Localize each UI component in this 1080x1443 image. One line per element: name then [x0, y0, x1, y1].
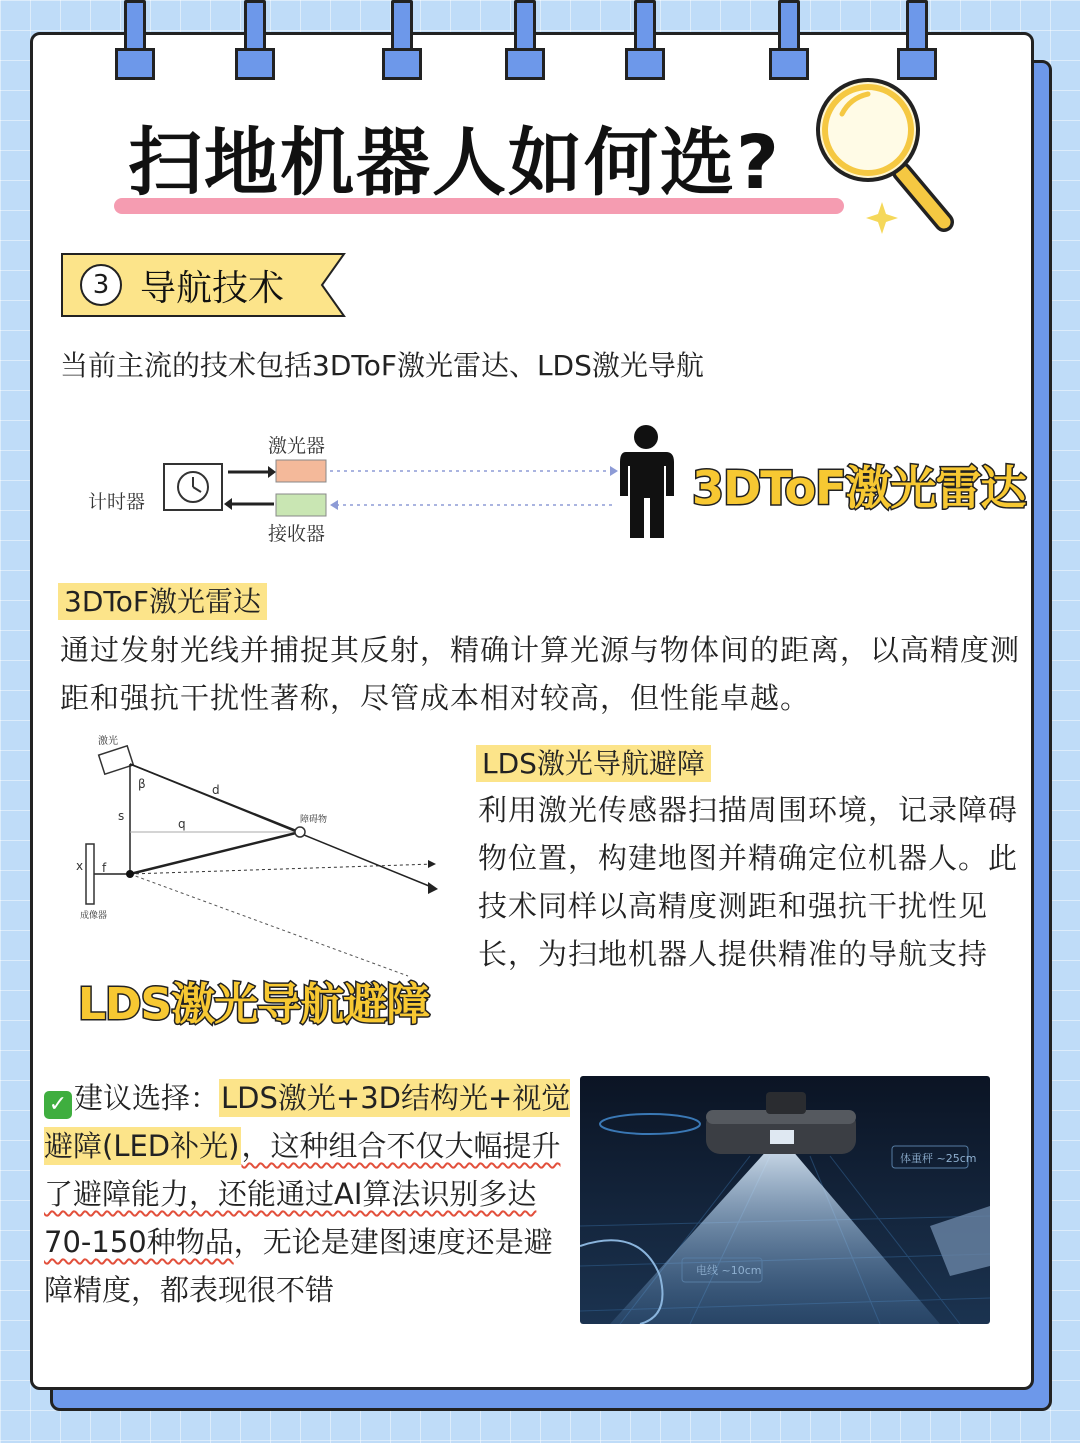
- check-icon: ✓: [44, 1091, 72, 1119]
- receiver: [276, 494, 326, 516]
- suggestion-underlined: ，这种组合不仅大幅提升了避障能力，还能通过AI算法识别多达70-150种物品: [44, 1129, 561, 1259]
- binder-ring: [628, 0, 658, 78]
- laser-label: 激光: [98, 736, 118, 747]
- tof-big-label: 3DToF激光雷达: [692, 461, 1026, 515]
- tof-description: 通过发射光线并捕捉其反射，精确计算光源与物体间的距离，以高精度测距和强抗干扰性著称，尽管成本相对较高，但性能卓越。: [60, 633, 1021, 715]
- suggestion-text: [44, 1074, 574, 1314]
- imager: [86, 844, 94, 904]
- tof-diagram: [80, 420, 640, 550]
- intro-text: 当前主流的技术包括3DToF激光雷达、LDS激光导航: [60, 349, 704, 382]
- svg-text:f: f: [102, 861, 107, 875]
- laser-box: [99, 746, 134, 774]
- binder-ring: [508, 0, 538, 78]
- svg-text:d: d: [212, 783, 220, 797]
- binder-ring: [900, 0, 930, 78]
- obstacle-label: 障碍物: [300, 815, 328, 825]
- tof-heading: 3DToF激光雷达: [58, 580, 267, 620]
- person-icon: [612, 422, 682, 542]
- wire-tag: 电线 ~10cm: [696, 1264, 762, 1277]
- lds-description: 利用激光传感器扫描周围环境，记录障碍物位置，构建地图并精确定位机器人。此技术同样以高精度测距和强抗干扰性见长，为扫地机器人提供精准的导航支持: [478, 793, 1019, 971]
- lds-heading: LDS激光导航避障: [476, 742, 711, 782]
- timer-label: 计时器: [88, 491, 146, 513]
- magnifier-icon: [812, 72, 962, 242]
- laser-emitter: [276, 460, 326, 482]
- svg-text:q: q: [178, 817, 186, 831]
- obstacle: [295, 827, 305, 837]
- binder-ring: [238, 0, 268, 78]
- weight-scale-tag: 体重秤 ~25cm: [900, 1152, 977, 1165]
- binder-ring: [385, 0, 415, 78]
- svg-text:β: β: [138, 777, 146, 791]
- binder-ring: [772, 0, 802, 78]
- page-title: 扫地机器人如何选?: [128, 120, 781, 206]
- robot-vacuum-image: [580, 1076, 990, 1324]
- section-number: 3: [80, 264, 122, 306]
- suggestion-highlight: LDS激光+3D结构光+视觉避障(LED补光): [44, 1081, 571, 1163]
- laser-label: 激光器: [268, 435, 326, 457]
- suggestion-tail: ，无论是建图速度还是避障精度，都表现很不错: [44, 1225, 553, 1307]
- svg-text:x: x: [76, 859, 84, 873]
- imager-label: 成像器: [80, 911, 108, 921]
- binder-ring: [118, 0, 148, 78]
- section-tag: [60, 252, 350, 318]
- section-label: 导航技术: [140, 268, 285, 309]
- svg-text:s: s: [118, 809, 125, 823]
- receiver-label: 接收器: [268, 523, 326, 545]
- lds-big-label: LDS激光导航避障: [78, 979, 430, 1030]
- suggestion-prefix: 建议选择：: [74, 1081, 220, 1115]
